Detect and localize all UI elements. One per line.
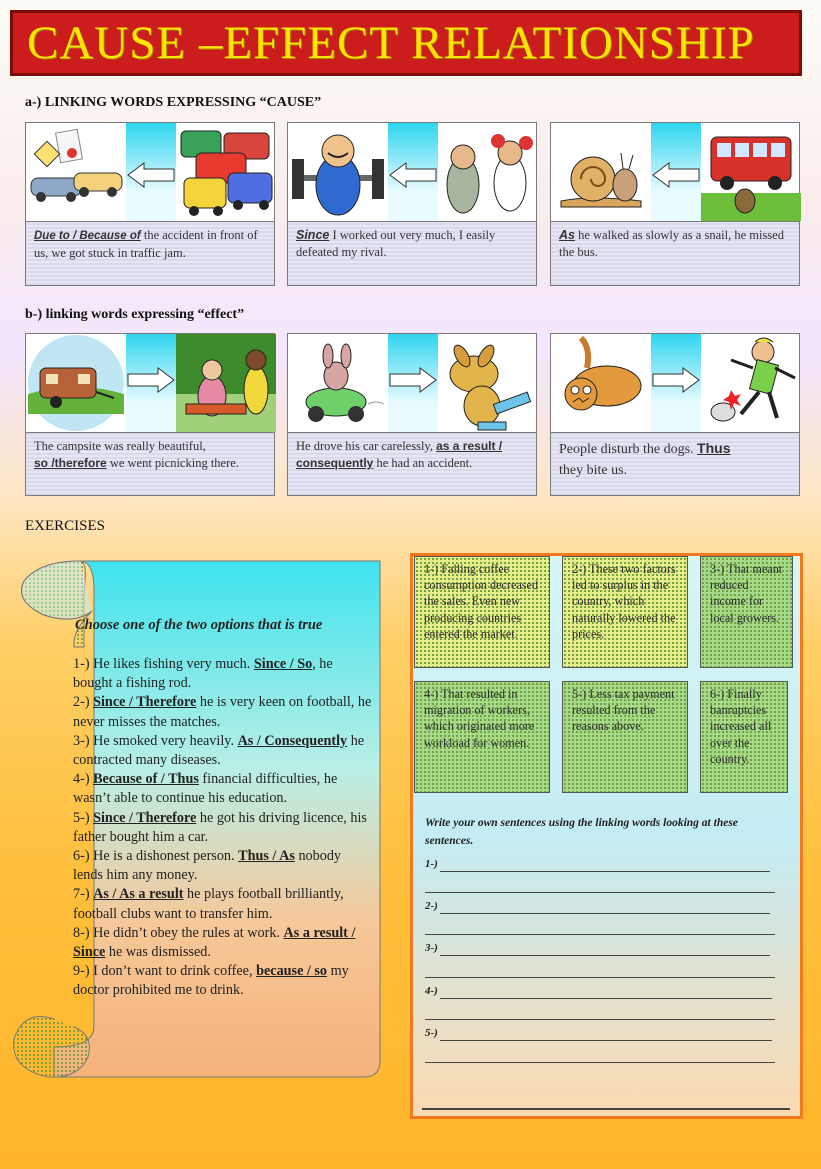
exercise-instruction: Choose one of the two options that is true bbox=[75, 617, 323, 633]
traffic-jam-picture bbox=[176, 123, 276, 221]
injured-dog-picture bbox=[438, 334, 538, 432]
linking-word: As bbox=[559, 228, 575, 242]
arrow-right-icon bbox=[388, 334, 438, 432]
snail-picture bbox=[551, 123, 651, 221]
writing-line[interactable] bbox=[440, 955, 770, 956]
list-item: 2-) Since / Therefore he is very keen on football, he never misses the matches. bbox=[73, 694, 372, 730]
cause-panel-1 bbox=[25, 122, 275, 286]
sentence-box-4: 4-) That resulted in migration of workers, which originated more workload for women. bbox=[414, 681, 550, 793]
boxing-picture bbox=[438, 123, 538, 221]
effect-panel-1 bbox=[25, 333, 275, 496]
picnic-picture bbox=[176, 334, 276, 432]
angry-cat-picture bbox=[551, 334, 651, 432]
cause-panel-2 bbox=[287, 122, 537, 286]
cause-panel-3 bbox=[550, 122, 800, 286]
effect-panel-3 bbox=[550, 333, 800, 496]
sentence-box-2: 2-) These two factors led to surplus in the country, which naturally lowered the prices. bbox=[562, 556, 688, 668]
linking-word: Thus bbox=[697, 440, 731, 456]
arrow-right-icon bbox=[126, 334, 176, 432]
cause-caption-2: Since I worked out very much, I easily defeated my rival. bbox=[288, 221, 536, 285]
writing-line[interactable] bbox=[425, 892, 775, 893]
linking-word: Due to / Because of bbox=[34, 230, 141, 242]
section-a-heading: a-) LINKING WORDS EXPRESSING “CAUSE” bbox=[25, 95, 322, 110]
weightlifter-picture bbox=[288, 123, 388, 221]
writing-label-1: 1-) bbox=[425, 858, 438, 870]
writing-instruction: Write your own sentences using the linking words looking at these sentences. bbox=[425, 817, 738, 847]
writing-line[interactable] bbox=[425, 934, 775, 935]
writing-line[interactable] bbox=[440, 871, 770, 872]
list-item: 6-) He is a dishonest person. Thus / As nobody lends him any money. bbox=[73, 848, 342, 884]
writing-line[interactable] bbox=[422, 1108, 790, 1110]
bitten-man-picture bbox=[701, 334, 801, 432]
list-item: 9-) I don’t want to drink coffee, because / so my doctor prohibited me to drink. bbox=[73, 963, 349, 999]
effect-caption-2: He drove his car carelessly, as a result / consequently he had an accident. bbox=[288, 432, 536, 495]
writing-line[interactable] bbox=[440, 1040, 772, 1041]
writing-label-2: 2-) bbox=[425, 900, 438, 912]
effect-caption-3: People disturb the dogs. Thus they bite us. bbox=[551, 432, 799, 495]
sentence-box-3: 3-) That meant reduced income for local growers. bbox=[700, 556, 793, 668]
section-b-heading: b-) linking words expressing “effect” bbox=[25, 307, 245, 322]
list-item: 7-) As / As a result he plays football brilliantly, football clubs want to transfer him. bbox=[73, 886, 344, 922]
arrow-right-icon bbox=[651, 334, 701, 432]
cause-caption-1: Due to / Because of the accident in front of us, we got stuck in traffic jam. bbox=[26, 221, 274, 285]
list-item: 4-) Because of / Thus financial difficulties, he wasn’t able to continue his education. bbox=[73, 771, 338, 807]
linking-word: so /therefore bbox=[34, 456, 107, 470]
arrow-left-icon bbox=[126, 123, 176, 221]
exercise-list bbox=[73, 655, 373, 1001]
traffic-signs-picture bbox=[26, 123, 126, 221]
sentence-box-5: 5-) Less tax payment resulted from the reasons above. bbox=[562, 681, 688, 793]
sentence-box-1: 1-) Falling coffee consumption decreased the sales. Even new producing countries entered the market. bbox=[414, 556, 550, 668]
caravan-picture bbox=[26, 334, 126, 432]
cause-caption-3: As he walked as slowly as a snail, he missed the bus. bbox=[551, 221, 799, 285]
exercises-heading: EXERCISES bbox=[25, 518, 106, 534]
list-item: 5-) Since / Therefore he got his driving licence, his father bought him a car. bbox=[73, 809, 367, 845]
writing-line[interactable] bbox=[425, 977, 775, 978]
list-item: 1-) He likes fishing very much. Since / So, he bought a fishing rod. bbox=[73, 656, 333, 692]
careless-driver-picture bbox=[288, 334, 388, 432]
writing-line[interactable] bbox=[425, 1019, 775, 1020]
arrow-left-icon bbox=[388, 123, 438, 221]
writing-label-5: 5-) bbox=[425, 1027, 438, 1039]
sentence-box-6: 6-) Finally banruptcies increased all over the country. bbox=[700, 681, 788, 793]
writing-line[interactable] bbox=[440, 913, 770, 914]
arrow-left-icon bbox=[651, 123, 701, 221]
writing-label-4: 4-) bbox=[425, 985, 438, 997]
page-title: CAUSE –EFFECT RELATIONSHIP bbox=[10, 10, 802, 76]
bus-picture bbox=[701, 123, 801, 221]
effect-caption-1: The campsite was really beautiful, so /therefore we went picnicking there. bbox=[26, 432, 274, 495]
writing-line[interactable] bbox=[425, 1062, 775, 1063]
effect-panel-2 bbox=[287, 333, 537, 496]
list-item: 8-) He didn’t obey the rules at work. As a result / Since he was dismissed. bbox=[73, 924, 356, 961]
linking-word: Since bbox=[296, 228, 330, 242]
writing-label-3: 3-) bbox=[425, 942, 438, 954]
writing-line[interactable] bbox=[440, 998, 772, 999]
list-item: 3-) He smoked very heavily. As / Consequently he contracted many diseases. bbox=[73, 732, 365, 769]
linking-word: as a result / consequently bbox=[296, 439, 503, 470]
